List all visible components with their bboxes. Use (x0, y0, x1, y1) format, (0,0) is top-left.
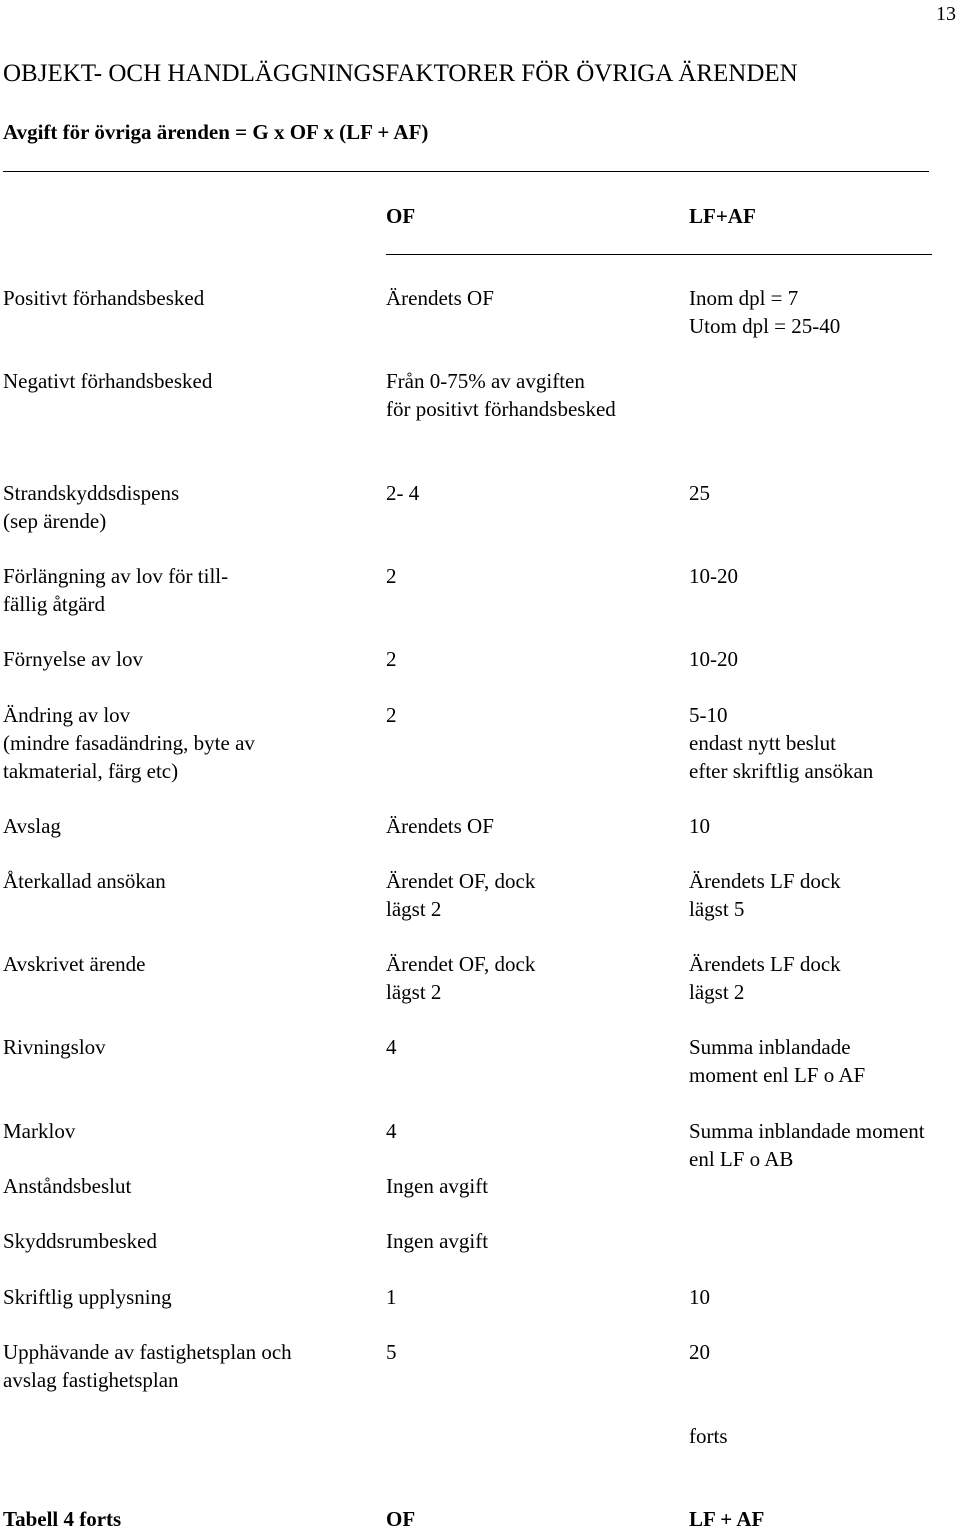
table-cell-lfaf: 10-20 (689, 647, 738, 671)
table-cell-of: Ingen avgift (386, 1229, 489, 1253)
table-cell-label: Skriftlig upplysning (3, 1285, 172, 1309)
table-cell-of: Ingen avgift (386, 1174, 489, 1198)
table-cell-lfaf: 10 (689, 1285, 710, 1309)
table-cell-lfaf: endast nytt beslut (689, 731, 836, 755)
table-cell-of: 4 (386, 1119, 397, 1143)
table-cell-of: 2 (386, 647, 397, 671)
table-cell-label: Positivt förhandsbesked (3, 286, 205, 310)
table-cell-lfaf: Ärendets LF dock (689, 952, 841, 976)
table-cell-label: Avslag (3, 814, 61, 838)
column-header-lfaf: LF+AF (689, 204, 756, 228)
page-number: 13 (936, 3, 956, 25)
table-cell-of: 5 (386, 1340, 397, 1364)
table-cell-lfaf: Summa inblandade moment (689, 1119, 925, 1143)
table-cell-of: lägst 2 (386, 980, 442, 1004)
table-cell-lfaf: 10 (689, 814, 710, 838)
column-header-rule (386, 254, 932, 255)
table-cell-label: Avskrivet ärende (3, 952, 146, 976)
table-cell-lfaf: 20 (689, 1340, 710, 1364)
table-cell-label: takmaterial, färg etc) (3, 759, 179, 783)
table-cell-of: Ärendets OF (386, 814, 494, 838)
column-header-of: OF (386, 204, 416, 228)
table-cell-lfaf: 25 (689, 481, 710, 505)
footer-of: OF (386, 1507, 416, 1531)
table-cell-label: Förlängning av lov för till- (3, 564, 229, 588)
top-rule (3, 171, 929, 172)
table-cell-lfaf: efter skriftlig ansökan (689, 759, 874, 783)
table-cell-label: (mindre fasadändring, byte av (3, 731, 255, 755)
table-cell-label: Rivningslov (3, 1035, 106, 1059)
fee-formula: Avgift för övriga ärenden = G x OF x (LF + AF) (3, 120, 429, 144)
table-cell-label: Marklov (3, 1119, 76, 1143)
table-cell-of: 2 (386, 564, 397, 588)
table-cell-label: avslag fastighetsplan (3, 1368, 179, 1392)
table-cell-of: 2 (386, 703, 397, 727)
table-cell-of: 4 (386, 1035, 397, 1059)
table-cell-label: Ändring av lov (3, 703, 131, 727)
table-cell-lfaf: Summa inblandade (689, 1035, 851, 1059)
table-cell-of: Ärendet OF, dock (386, 952, 536, 976)
table-cell-label: Anståndsbeslut (3, 1174, 132, 1198)
table-cell-lfaf: Ärendets LF dock (689, 869, 841, 893)
footer-table-label: Tabell 4 forts (3, 1507, 122, 1531)
table-cell-label: Återkallad ansökan (3, 869, 166, 893)
table-cell-of: för positivt förhandsbesked (386, 397, 616, 421)
footer-lfaf: LF + AF (689, 1507, 765, 1531)
table-cell-of: 1 (386, 1285, 397, 1309)
table-cell-lfaf: lägst 2 (689, 980, 745, 1004)
table-cell-label: Förnyelse av lov (3, 647, 143, 671)
table-cell-lfaf: enl LF o AB (689, 1147, 794, 1171)
table-cell-lfaf: 10-20 (689, 564, 738, 588)
page-heading: OBJEKT- OCH HANDLÄGGNINGSFAKTORER FÖR ÖVRIGA ÄRENDEN (3, 60, 798, 87)
table-cell-lfaf: lägst 5 (689, 897, 745, 921)
table-cell-of: Från 0-75% av avgiften (386, 369, 585, 393)
table-cell-of: Ärendet OF, dock (386, 869, 536, 893)
table-cell-label: Skyddsrumbesked (3, 1229, 157, 1253)
table-cell-label: Strandskyddsdispens (3, 481, 180, 505)
table-cell-lfaf: Utom dpl = 25-40 (689, 314, 841, 338)
table-cell-of: Ärendets OF (386, 286, 494, 310)
table-cell-of: 2- 4 (386, 481, 420, 505)
continued-note: forts (689, 1424, 728, 1448)
table-cell-label: fällig åtgärd (3, 592, 106, 616)
table-cell-label: (sep ärende) (3, 509, 107, 533)
table-cell-of: lägst 2 (386, 897, 442, 921)
table-cell-label: Upphävande av fastighetsplan och (3, 1340, 292, 1364)
table-cell-lfaf: Inom dpl = 7 (689, 286, 799, 310)
table-cell-lfaf: moment enl LF o AF (689, 1063, 866, 1087)
table-cell-label: Negativt förhandsbesked (3, 369, 213, 393)
table-cell-lfaf: 5-10 (689, 703, 728, 727)
